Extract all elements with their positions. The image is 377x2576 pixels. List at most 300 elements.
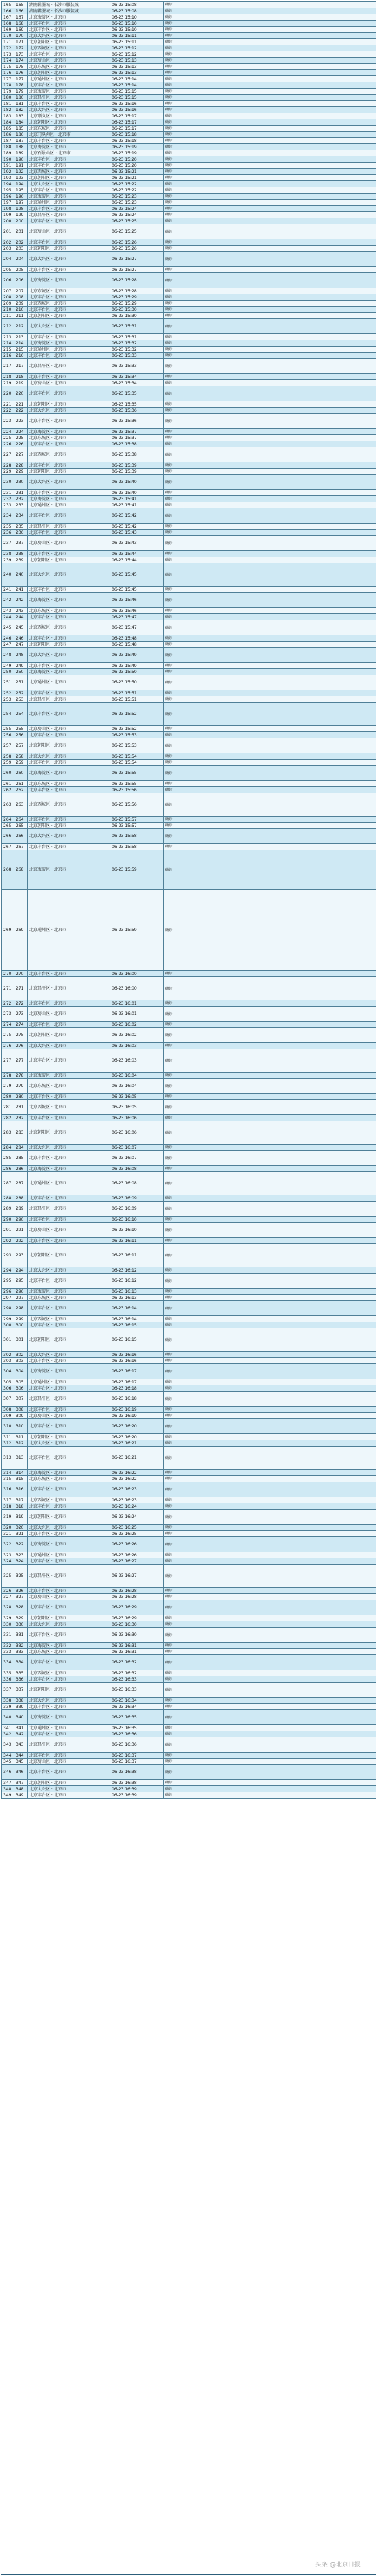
row-number-cell: 246 [2, 635, 14, 642]
row-number-cell: 209 [2, 301, 14, 307]
location-cell: 北京通州区 · 北京市 [28, 1725, 110, 1731]
case-id-cell: 332 [14, 1643, 28, 1649]
case-id-cell: 169 [14, 27, 28, 33]
location-cell: 北京朝阳区 · 北京市 [28, 1780, 110, 1786]
case-id-cell: 167 [14, 14, 28, 21]
location-cell: 北京海淀区 · 北京市 [28, 593, 110, 608]
time-cell: 06-23 15:49 [110, 648, 164, 663]
location-cell: 北京丰台区 · 北京市 [28, 1676, 110, 1683]
location-cell: 北京丰台区 · 北京市 [28, 163, 110, 169]
time-cell: 06-23 16:03 [110, 1043, 164, 1049]
table-row [2, 490, 376, 496]
note-cell: 确诊 [164, 206, 376, 212]
case-id-cell: 191 [14, 163, 28, 169]
table-row [2, 353, 376, 359]
table-row [2, 1217, 376, 1223]
note-cell: 确诊 [164, 496, 376, 502]
table-row [2, 380, 376, 386]
table-row [2, 1028, 376, 1043]
location-cell: 北京通州区 · 北京市 [28, 1172, 110, 1195]
note-cell: 确诊 [164, 1482, 376, 1497]
note-cell: 确诊 [164, 1503, 376, 1510]
case-id-cell: 322 [14, 1537, 28, 1552]
location-cell: 北京丰台区 · 北京市 [28, 551, 110, 557]
case-id-cell: 307 [14, 1392, 28, 1407]
case-id-cell: 345 [14, 1759, 28, 1765]
location-cell: 北京丰台区 · 北京市 [28, 1195, 110, 1202]
note-cell: 确诊 [164, 1223, 376, 1238]
row-number-cell: 241 [2, 587, 14, 593]
time-cell: 06-23 15:38 [110, 447, 164, 462]
time-cell: 06-23 15:53 [110, 732, 164, 738]
table-row [2, 663, 376, 669]
row-number-cell: 345 [2, 1759, 14, 1765]
case-id-cell: 170 [14, 33, 28, 39]
case-id-cell: 286 [14, 1166, 28, 1172]
note-cell: 确诊 [164, 307, 376, 313]
row-number-cell: 322 [2, 1537, 14, 1552]
location-cell: 湖南鞋服城 · 长沙市服装城 [28, 8, 110, 14]
time-cell: 06-23 16:16 [110, 1358, 164, 1364]
case-id-cell: 349 [14, 1792, 28, 1799]
case-id-cell: 319 [14, 1510, 28, 1525]
note-cell: 确诊 [164, 1419, 376, 1434]
table-row [2, 386, 376, 401]
table-row [2, 1615, 376, 1621]
time-cell: 06-23 16:08 [110, 1172, 164, 1195]
row-number-cell: 338 [2, 1698, 14, 1704]
row-number-cell: 252 [2, 690, 14, 696]
row-number-cell: 229 [2, 469, 14, 475]
case-id-cell: 343 [14, 1737, 28, 1753]
table-row [2, 1537, 376, 1552]
time-cell: 06-23 16:32 [110, 1670, 164, 1676]
time-cell: 06-23 15:40 [110, 490, 164, 496]
table-row [2, 1049, 376, 1073]
time-cell: 06-23 15:33 [110, 353, 164, 359]
row-number-cell: 348 [2, 1786, 14, 1792]
case-id-cell: 312 [14, 1440, 28, 1447]
table-row [2, 1195, 376, 1202]
table-row [2, 8, 376, 14]
note-cell: 确诊 [164, 1531, 376, 1537]
row-number-cell: 210 [2, 307, 14, 313]
case-id-cell: 326 [14, 1588, 28, 1594]
location-cell: 北京丰台区 · 北京市 [28, 787, 110, 793]
time-cell: 06-23 15:13 [110, 64, 164, 70]
location-cell: 北京丰台区 · 北京市 [28, 1482, 110, 1497]
case-id-cell: 317 [14, 1497, 28, 1503]
case-id-cell: 196 [14, 194, 28, 200]
case-id-cell: 174 [14, 58, 28, 64]
row-number-cell: 248 [2, 648, 14, 663]
location-cell: 北京朝阳区 · 北京市 [28, 1328, 110, 1352]
location-cell: 北京东城区 · 北京市 [28, 288, 110, 294]
time-cell: 06-23 16:21 [110, 1440, 164, 1447]
note-cell: 确诊 [164, 781, 376, 787]
location-cell: 北京丰台区 · 北京市 [28, 218, 110, 224]
table-row [2, 829, 376, 844]
case-id-cell: 314 [14, 1470, 28, 1476]
location-cell: 北京西城区 · 北京市 [28, 1670, 110, 1676]
location-cell: 北京海淀区 · 北京市 [28, 273, 110, 288]
case-id-cell: 241 [14, 587, 28, 593]
note-cell: 确诊 [164, 1364, 376, 1379]
time-cell: 06-23 15:11 [110, 39, 164, 45]
location-cell: 北京大兴区 · 北京市 [28, 563, 110, 587]
row-number-cell: 308 [2, 1407, 14, 1413]
row-number-cell: 312 [2, 1440, 14, 1447]
location-cell: 北京丰台区 · 北京市 [28, 386, 110, 401]
note-cell: 确诊 [164, 301, 376, 307]
time-cell: 06-23 15:41 [110, 496, 164, 502]
note-cell: 确诊 [164, 224, 376, 239]
case-id-cell: 252 [14, 690, 28, 696]
note-cell: 确诊 [164, 1007, 376, 1022]
time-cell: 06-23 16:24 [110, 1510, 164, 1525]
row-number-cell: 175 [2, 64, 14, 70]
row-number-cell: 324 [2, 1558, 14, 1565]
table-row [2, 675, 376, 690]
table-row [2, 563, 376, 587]
note-cell: 确诊 [164, 340, 376, 347]
case-id-cell: 339 [14, 1704, 28, 1710]
table-row [2, 1447, 376, 1470]
note-cell: 确诊 [164, 502, 376, 508]
note-cell: 确诊 [164, 620, 376, 635]
table-row [2, 593, 376, 608]
table-row [2, 218, 376, 224]
row-number-cell: 295 [2, 1274, 14, 1289]
case-id-cell: 340 [14, 1710, 28, 1725]
location-cell: 北京大兴区 · 北京市 [28, 33, 110, 39]
table-row [2, 163, 376, 169]
location-cell: 北京大兴区 · 北京市 [28, 319, 110, 334]
case-id-cell: 261 [14, 781, 28, 787]
note-cell: 确诊 [164, 441, 376, 447]
table-row [2, 1531, 376, 1537]
case-id-cell: 236 [14, 530, 28, 536]
case-id-cell: 223 [14, 414, 28, 429]
row-number-cell: 226 [2, 441, 14, 447]
table-row [2, 1301, 376, 1316]
time-cell: 06-23 15:18 [110, 132, 164, 138]
time-cell: 06-23 16:33 [110, 1676, 164, 1683]
case-id-cell: 333 [14, 1649, 28, 1655]
location-cell: 北京大兴区 · 北京市 [28, 107, 110, 113]
row-number-cell: 237 [2, 536, 14, 551]
row-number-cell: 275 [2, 1028, 14, 1043]
table-row [2, 359, 376, 374]
case-id-cell: 334 [14, 1655, 28, 1670]
location-cell: 北京丰台区 · 北京市 [28, 1094, 110, 1100]
location-cell: 北京大兴区 · 北京市 [28, 1525, 110, 1531]
note-cell: 确诊 [164, 95, 376, 101]
time-cell: 06-23 15:25 [110, 218, 164, 224]
row-number-cell: 172 [2, 45, 14, 51]
row-number-cell: 306 [2, 1385, 14, 1392]
time-cell: 06-23 15:31 [110, 319, 164, 334]
table-row [2, 1172, 376, 1195]
row-number-cell: 268 [2, 850, 14, 890]
location-cell: 北京房山区 · 北京市 [28, 380, 110, 386]
case-id-cell: 227 [14, 447, 28, 462]
case-id-cell: 190 [14, 156, 28, 163]
table-row [2, 1704, 376, 1710]
table-row [2, 1497, 376, 1503]
note-cell: 确诊 [164, 1649, 376, 1655]
note-cell: 确诊 [164, 408, 376, 414]
row-number-cell: 184 [2, 119, 14, 126]
location-cell: 北京西城区 · 北京市 [28, 620, 110, 635]
time-cell: 06-23 15:59 [110, 850, 164, 890]
location-cell: 北京丰台区 · 北京市 [28, 1419, 110, 1434]
time-cell: 06-23 16:20 [110, 1434, 164, 1440]
table-row [2, 760, 376, 766]
row-number-cell: 273 [2, 1007, 14, 1022]
location-cell: 北京朝阳区 · 北京市 [28, 1244, 110, 1267]
case-id-cell: 193 [14, 175, 28, 181]
time-cell: 06-23 15:56 [110, 787, 164, 793]
table-row [2, 1043, 376, 1049]
note-cell: 确诊 [164, 288, 376, 294]
location-cell: 北京昌平区 · 北京市 [28, 95, 110, 101]
time-cell: 06-23 15:55 [110, 781, 164, 787]
note-cell: 确诊 [164, 971, 376, 977]
row-number-cell: 302 [2, 1352, 14, 1358]
row-number-cell: 165 [2, 2, 14, 8]
note-cell: 确诊 [164, 1115, 376, 1121]
case-id-cell: 290 [14, 1217, 28, 1223]
note-cell: 确诊 [164, 1588, 376, 1594]
row-number-cell: 335 [2, 1670, 14, 1676]
note-cell: 确诊 [164, 1615, 376, 1621]
time-cell: 06-23 15:39 [110, 469, 164, 475]
note-cell: 确诊 [164, 1704, 376, 1710]
note-cell: 确诊 [164, 8, 376, 14]
note-cell: 确诊 [164, 1195, 376, 1202]
note-cell: 确诊 [164, 753, 376, 760]
location-cell: 北京丰台区 · 北京市 [28, 462, 110, 469]
table-row [2, 132, 376, 138]
note-cell: 确诊 [164, 1670, 376, 1676]
location-cell: 北京大兴区 · 北京市 [28, 1043, 110, 1049]
table-row [2, 181, 376, 187]
row-number-cell: 305 [2, 1379, 14, 1385]
table-row [2, 441, 376, 447]
case-id-cell: 243 [14, 608, 28, 614]
table-row [2, 1600, 376, 1615]
time-cell: 06-23 15:24 [110, 212, 164, 218]
time-cell: 06-23 16:38 [110, 1780, 164, 1786]
row-number-cell: 197 [2, 200, 14, 206]
row-number-cell: 340 [2, 1710, 14, 1725]
note-cell: 确诊 [164, 1510, 376, 1525]
row-number-cell: 214 [2, 340, 14, 347]
case-id-cell: 266 [14, 829, 28, 844]
note-cell: 确诊 [164, 187, 376, 194]
note-cell: 确诊 [164, 113, 376, 119]
note-cell: 确诊 [164, 313, 376, 319]
table-row [2, 1352, 376, 1358]
table-row [2, 536, 376, 551]
location-cell: 北京大兴区 · 北京市 [28, 181, 110, 187]
table-row [2, 1094, 376, 1100]
note-cell: 确诊 [164, 89, 376, 95]
row-number-cell: 174 [2, 58, 14, 64]
time-cell: 06-23 16:28 [110, 1594, 164, 1600]
location-cell: 北京朝阳区 · 北京市 [28, 1683, 110, 1698]
table-row [2, 1753, 376, 1759]
time-cell: 06-23 15:53 [110, 738, 164, 753]
time-cell: 06-23 16:00 [110, 971, 164, 977]
table-row [2, 447, 376, 462]
case-id-cell: 274 [14, 1022, 28, 1028]
table-row [2, 890, 376, 971]
note-cell: 确诊 [164, 82, 376, 89]
note-cell: 确诊 [164, 890, 376, 971]
time-cell: 06-23 15:58 [110, 829, 164, 844]
time-cell: 06-23 16:08 [110, 1166, 164, 1172]
note-cell: 确诊 [164, 1385, 376, 1392]
location-cell: 北京朝阳区 · 北京市 [28, 1028, 110, 1043]
note-cell: 确诊 [164, 2, 376, 8]
table-row [2, 1274, 376, 1289]
note-cell: 确诊 [164, 39, 376, 45]
table-row [2, 823, 376, 829]
time-cell: 06-23 16:04 [110, 1073, 164, 1079]
row-number-cell: 256 [2, 732, 14, 738]
note-cell: 确诊 [164, 138, 376, 144]
time-cell: 06-23 16:02 [110, 1022, 164, 1028]
time-cell: 06-23 16:30 [110, 1621, 164, 1628]
case-id-cell: 200 [14, 218, 28, 224]
row-number-cell: 236 [2, 530, 14, 536]
case-id-cell: 250 [14, 669, 28, 675]
case-id-cell: 217 [14, 359, 28, 374]
table-row [2, 1000, 376, 1007]
row-number-cell: 230 [2, 475, 14, 490]
row-number-cell: 222 [2, 408, 14, 414]
time-cell: 06-23 16:05 [110, 1100, 164, 1115]
case-id-cell: 203 [14, 246, 28, 252]
case-id-cell: 344 [14, 1753, 28, 1759]
time-cell: 06-23 15:56 [110, 793, 164, 817]
time-cell: 06-23 16:12 [110, 1267, 164, 1274]
location-cell: 北京丰台区 · 北京市 [28, 334, 110, 340]
time-cell: 06-23 15:20 [110, 163, 164, 169]
case-id-cell: 255 [14, 726, 28, 732]
table-row [2, 144, 376, 150]
location-cell: 北京丰台区 · 北京市 [28, 732, 110, 738]
table-row [2, 1121, 376, 1145]
time-cell: 06-23 15:47 [110, 620, 164, 635]
time-cell: 06-23 15:45 [110, 587, 164, 593]
row-number-cell: 203 [2, 246, 14, 252]
table-row [2, 1710, 376, 1725]
table-row [2, 496, 376, 502]
case-id-cell: 242 [14, 593, 28, 608]
row-number-cell: 212 [2, 319, 14, 334]
note-cell: 确诊 [164, 239, 376, 246]
location-cell: 北京丰台区 · 北京市 [28, 51, 110, 58]
location-cell: 北京西城区 · 北京市 [28, 301, 110, 307]
table-row [2, 635, 376, 642]
note-cell: 确诊 [164, 536, 376, 551]
time-cell: 06-23 16:09 [110, 1195, 164, 1202]
note-cell: 确诊 [164, 1698, 376, 1704]
row-number-cell: 331 [2, 1628, 14, 1643]
location-cell: 北京通州区 · 北京市 [28, 890, 110, 971]
row-number-cell: 166 [2, 8, 14, 14]
location-cell: 北京丰台区 · 北京市 [28, 27, 110, 33]
table-row [2, 138, 376, 144]
table-row [2, 1780, 376, 1786]
table-row [2, 1022, 376, 1028]
note-cell: 确诊 [164, 51, 376, 58]
row-number-cell: 267 [2, 844, 14, 850]
row-number-cell: 336 [2, 1676, 14, 1683]
time-cell: 06-23 16:01 [110, 1000, 164, 1007]
note-cell: 确诊 [164, 1792, 376, 1799]
case-id-cell: 276 [14, 1043, 28, 1049]
case-id-cell: 337 [14, 1683, 28, 1698]
location-cell: 北京大兴区 · 北京市 [28, 252, 110, 267]
case-id-cell: 297 [14, 1295, 28, 1301]
table-row [2, 307, 376, 313]
location-cell: 北京丰台区 · 北京市 [28, 1628, 110, 1643]
time-cell: 06-23 15:21 [110, 169, 164, 175]
table-row [2, 267, 376, 273]
case-id-cell: 325 [14, 1565, 28, 1588]
note-cell: 确诊 [164, 27, 376, 33]
table-row [2, 508, 376, 524]
location-cell: 北京海淀区 · 北京市 [28, 429, 110, 435]
row-number-cell: 263 [2, 793, 14, 817]
note-cell: 确诊 [164, 1600, 376, 1615]
time-cell: 06-23 16:07 [110, 1145, 164, 1151]
note-cell: 确诊 [164, 614, 376, 620]
case-id-cell: 229 [14, 469, 28, 475]
time-cell: 06-23 15:52 [110, 726, 164, 732]
table-row [2, 334, 376, 340]
location-cell: 北京通州区 · 北京市 [28, 1552, 110, 1558]
table-row [2, 194, 376, 200]
table-row [2, 1407, 376, 1413]
note-cell: 确诊 [164, 726, 376, 732]
location-cell: 北京丰台区 · 北京市 [28, 690, 110, 696]
table-row [2, 319, 376, 334]
location-cell: 北京朝阳区 · 北京市 [28, 1434, 110, 1440]
time-cell: 06-23 15:19 [110, 144, 164, 150]
time-cell: 06-23 16:16 [110, 1352, 164, 1358]
time-cell: 06-23 15:46 [110, 608, 164, 614]
location-cell: 北京门头沟区 · 北京市 [28, 132, 110, 138]
row-number-cell: 304 [2, 1364, 14, 1379]
time-cell: 06-23 15:10 [110, 27, 164, 33]
note-cell: 确诊 [164, 1780, 376, 1786]
note-cell: 确诊 [164, 1753, 376, 1759]
location-cell: 北京大兴区 · 北京市 [28, 408, 110, 414]
time-cell: 06-23 15:16 [110, 107, 164, 113]
row-number-cell: 227 [2, 447, 14, 462]
note-cell: 确诊 [164, 1295, 376, 1301]
table-row [2, 1364, 376, 1379]
row-number-cell: 232 [2, 496, 14, 502]
location-cell: 北京丰台区 · 北京市 [28, 817, 110, 823]
case-id-cell: 168 [14, 21, 28, 27]
note-cell: 确诊 [164, 524, 376, 530]
